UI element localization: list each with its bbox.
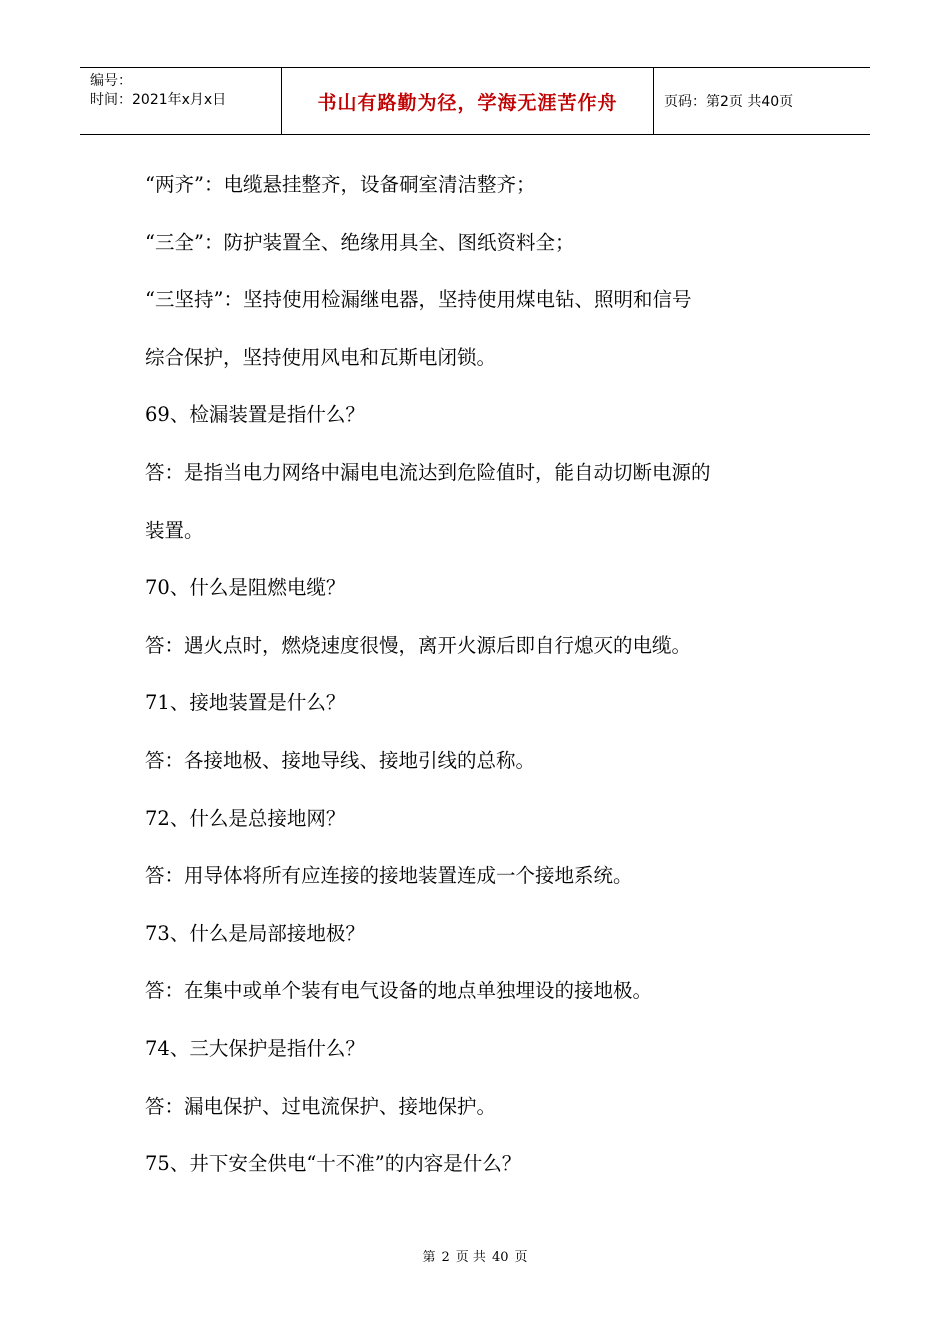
answer-line: 答：用导体将所有应连接的接地装置连成一个接地系统。 xyxy=(145,864,633,888)
answer-line: 答：遇火点时，燃烧速度很慢，离开火源后即自行熄灭的电缆。 xyxy=(145,633,692,657)
header-motto: 书山有路勤为径，学海无涯苦作舟 xyxy=(282,68,654,134)
footer-total-pages: 40 xyxy=(491,1250,509,1265)
answer-line: 答：是指当电力网络中漏电电流达到危险值时，能自动切断电源的 xyxy=(145,460,711,484)
question-line: 72、什么是总接地网？ xyxy=(145,806,346,830)
question-line: 73、什么是局部接地极？ xyxy=(145,921,365,945)
footer-suffix: 页 xyxy=(514,1250,528,1265)
text-line: “三坚持”：坚持使用检漏继电器，坚持使用煤电钻、照明和信号 xyxy=(145,288,692,312)
question-line: 70、什么是阻燃电缆？ xyxy=(145,576,346,600)
footer-prefix: 第 xyxy=(422,1250,436,1265)
answer-line: 答：各接地极、接地导线、接地引线的总称。 xyxy=(145,748,536,772)
page-header xyxy=(80,67,870,135)
answer-line: 答：漏电保护、过电流保护、接地保护。 xyxy=(145,1094,497,1118)
footer-page-number: 2 xyxy=(441,1250,450,1265)
question-line: 69、检漏装置是指什么？ xyxy=(145,403,365,427)
text-line: “两齐”：电缆悬挂整齐，设备硐室清洁整齐； xyxy=(145,173,536,196)
document-body xyxy=(145,163,805,1200)
answer-line: 装置。 xyxy=(145,518,204,542)
page-footer xyxy=(0,1246,950,1265)
doc-number-label: 编号： xyxy=(90,73,132,89)
question-line: 75、井下安全供电“十不准”的内容是什么？ xyxy=(145,1152,522,1176)
text-line: “三全”：防护装置全、绝缘用具全、图纸资料全； xyxy=(145,230,575,254)
header-meta xyxy=(80,68,282,134)
header-page-info: 页码：第2页 共40页 xyxy=(664,94,794,110)
question-line: 71、接地装置是什么？ xyxy=(145,691,346,715)
date-label: 时间：2021年x月x日 xyxy=(90,92,227,108)
text-line: 综合保护，坚持使用风电和瓦斯电闭锁。 xyxy=(145,345,497,369)
answer-line: 答：在集中或单个装有电气设备的地点单独埋设的接地极。 xyxy=(145,979,653,1003)
footer-middle: 页 共 xyxy=(455,1250,486,1265)
question-line: 74、三大保护是指什么？ xyxy=(145,1036,365,1060)
